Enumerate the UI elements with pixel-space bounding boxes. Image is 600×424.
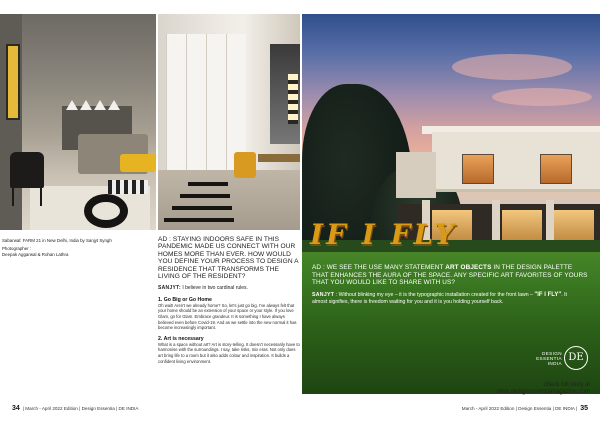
floor-stripe (180, 194, 230, 198)
caption-project: Sabarwal: FARM 21 in New Delhi, India by Sanjyt Syngh (2, 238, 112, 243)
headboard-triangle (94, 100, 106, 110)
footer-left-text: | March - April 2022 Edition | Design Essentia | DE INDIA (22, 406, 139, 411)
full-story-link[interactable] (497, 382, 590, 396)
logo-line-3: INDIA (547, 361, 562, 367)
lit-window (462, 154, 494, 184)
logo-badge-icon: DE (564, 346, 588, 370)
interview-answer-1 (158, 285, 300, 291)
logo-wordmark (528, 351, 562, 367)
armchair (10, 152, 44, 188)
footer-right-text: March - April 2022 Edition | Design Essentia | DE INDIA | (461, 406, 578, 411)
page-number-right: 35 (580, 405, 588, 412)
yellow-bench (120, 154, 156, 172)
page-number-left: 34 (12, 405, 20, 412)
chair-leg (12, 184, 14, 206)
headboard-triangle (108, 100, 120, 110)
wardrobe-panel (206, 34, 226, 184)
rule-2-text: What is a space without art? Art is story-telling. It doesn't necessarily have to harmonise with the surroundings. I say, take risks, mix eras. Not only does art bring life to a room but it also adds colour and inspiration. It builds a confident living environment. (158, 341, 300, 364)
story-link-url[interactable]: www.designessentiamagazine.com (496, 389, 590, 396)
dressing-room-photo (158, 14, 300, 230)
house-upper-floor (432, 132, 600, 192)
logo-line-1: DESIGN (541, 351, 562, 356)
bedroom-photo (0, 14, 156, 230)
lit-window (540, 154, 572, 184)
wall-artwork (6, 44, 20, 120)
caption-photographer: Deepak Aggarwal & Rohan Lathra (2, 251, 69, 257)
striped-rug (108, 180, 148, 194)
question-2-end: IN THE DESIGN PALETTE THAT ENHANCES THE AURA OF THE SPACE. ANY SPECIFIC ART FAVORITES OF YOURS THAT YOU WOULD LIKE TO SHARE WITH US? (312, 264, 588, 287)
answer-speaker: SANJYT: (158, 285, 181, 292)
rule-1-title: 1. Go Big or Go Home (158, 296, 212, 303)
caption-photographer-label: Photographer : (2, 245, 32, 251)
chair-leg (40, 184, 42, 206)
floor-stripe (188, 182, 228, 186)
ring-sculpture (84, 194, 128, 228)
answer-2-end: . It almost signifies, there is freedom waiting for you and it is you holding yourself back. (312, 292, 567, 305)
if-i-fly-sculpture: IF I FLY (310, 218, 458, 251)
floor-stripe (164, 218, 234, 222)
wardrobe-panel (186, 34, 206, 184)
vanity-lights (288, 74, 298, 124)
answer-intro: I believe in two cardinal rules. (180, 285, 248, 292)
interview-question-2 (312, 264, 590, 287)
house-side-wing (396, 152, 436, 198)
headboard-triangle (80, 100, 92, 110)
rule-2-title: 2. Art is necessary (158, 335, 204, 342)
answer-2-start: : Without blinking my eye – it is the typographic installation created for the front lawn – (334, 292, 535, 298)
design-essentia-logo (528, 346, 588, 372)
question-2-highlight: ART OBJECTS (445, 264, 492, 271)
house-exterior-photo (302, 14, 600, 394)
cloud (492, 88, 592, 106)
photo-caption (2, 238, 152, 257)
floor-stripe (172, 206, 232, 210)
left-page-footer (12, 405, 138, 412)
interview-answer-2 (312, 292, 582, 306)
question-2-start: AD : WE SEE THE USE MANY STATEMENT (312, 264, 446, 271)
headboard-triangle (66, 100, 78, 110)
vanity-chair (234, 152, 256, 178)
answer-2-highlight: "IF I FLY" (534, 292, 562, 298)
rule-1-text: Oh wait! Aren't we already home? So, let's just go big. I've always felt that your home should be an extension of your space or your style. If you love Glam, go for Glam. Embrace grandeur. It is something I have always believed even before Covid-19. And as we settle into the new normal it has become increasingly important. (158, 302, 297, 331)
wardrobe-panel (166, 34, 186, 184)
cloud (452, 54, 572, 80)
left-text-column (158, 236, 300, 364)
logo-line-2: ESSENTIA (536, 356, 562, 362)
answer-2-speaker: SANJYT (312, 292, 335, 298)
story-link-label: check full story at (543, 382, 590, 388)
vanity-counter (258, 154, 300, 162)
right-page-footer (462, 405, 588, 412)
interview-question-1: AD : STAYING INDOORS SAFE IN THIS PANDEMIC MADE US CONNECT WITH OUR HOMES MORE THAN EVER. HOW WOULD YOU DEFINE YOUR PROCESS TO DESIGN A RESIDENCE THAT TRANSFORMS THE LIVING OF THE RESIDENT? (158, 236, 299, 281)
